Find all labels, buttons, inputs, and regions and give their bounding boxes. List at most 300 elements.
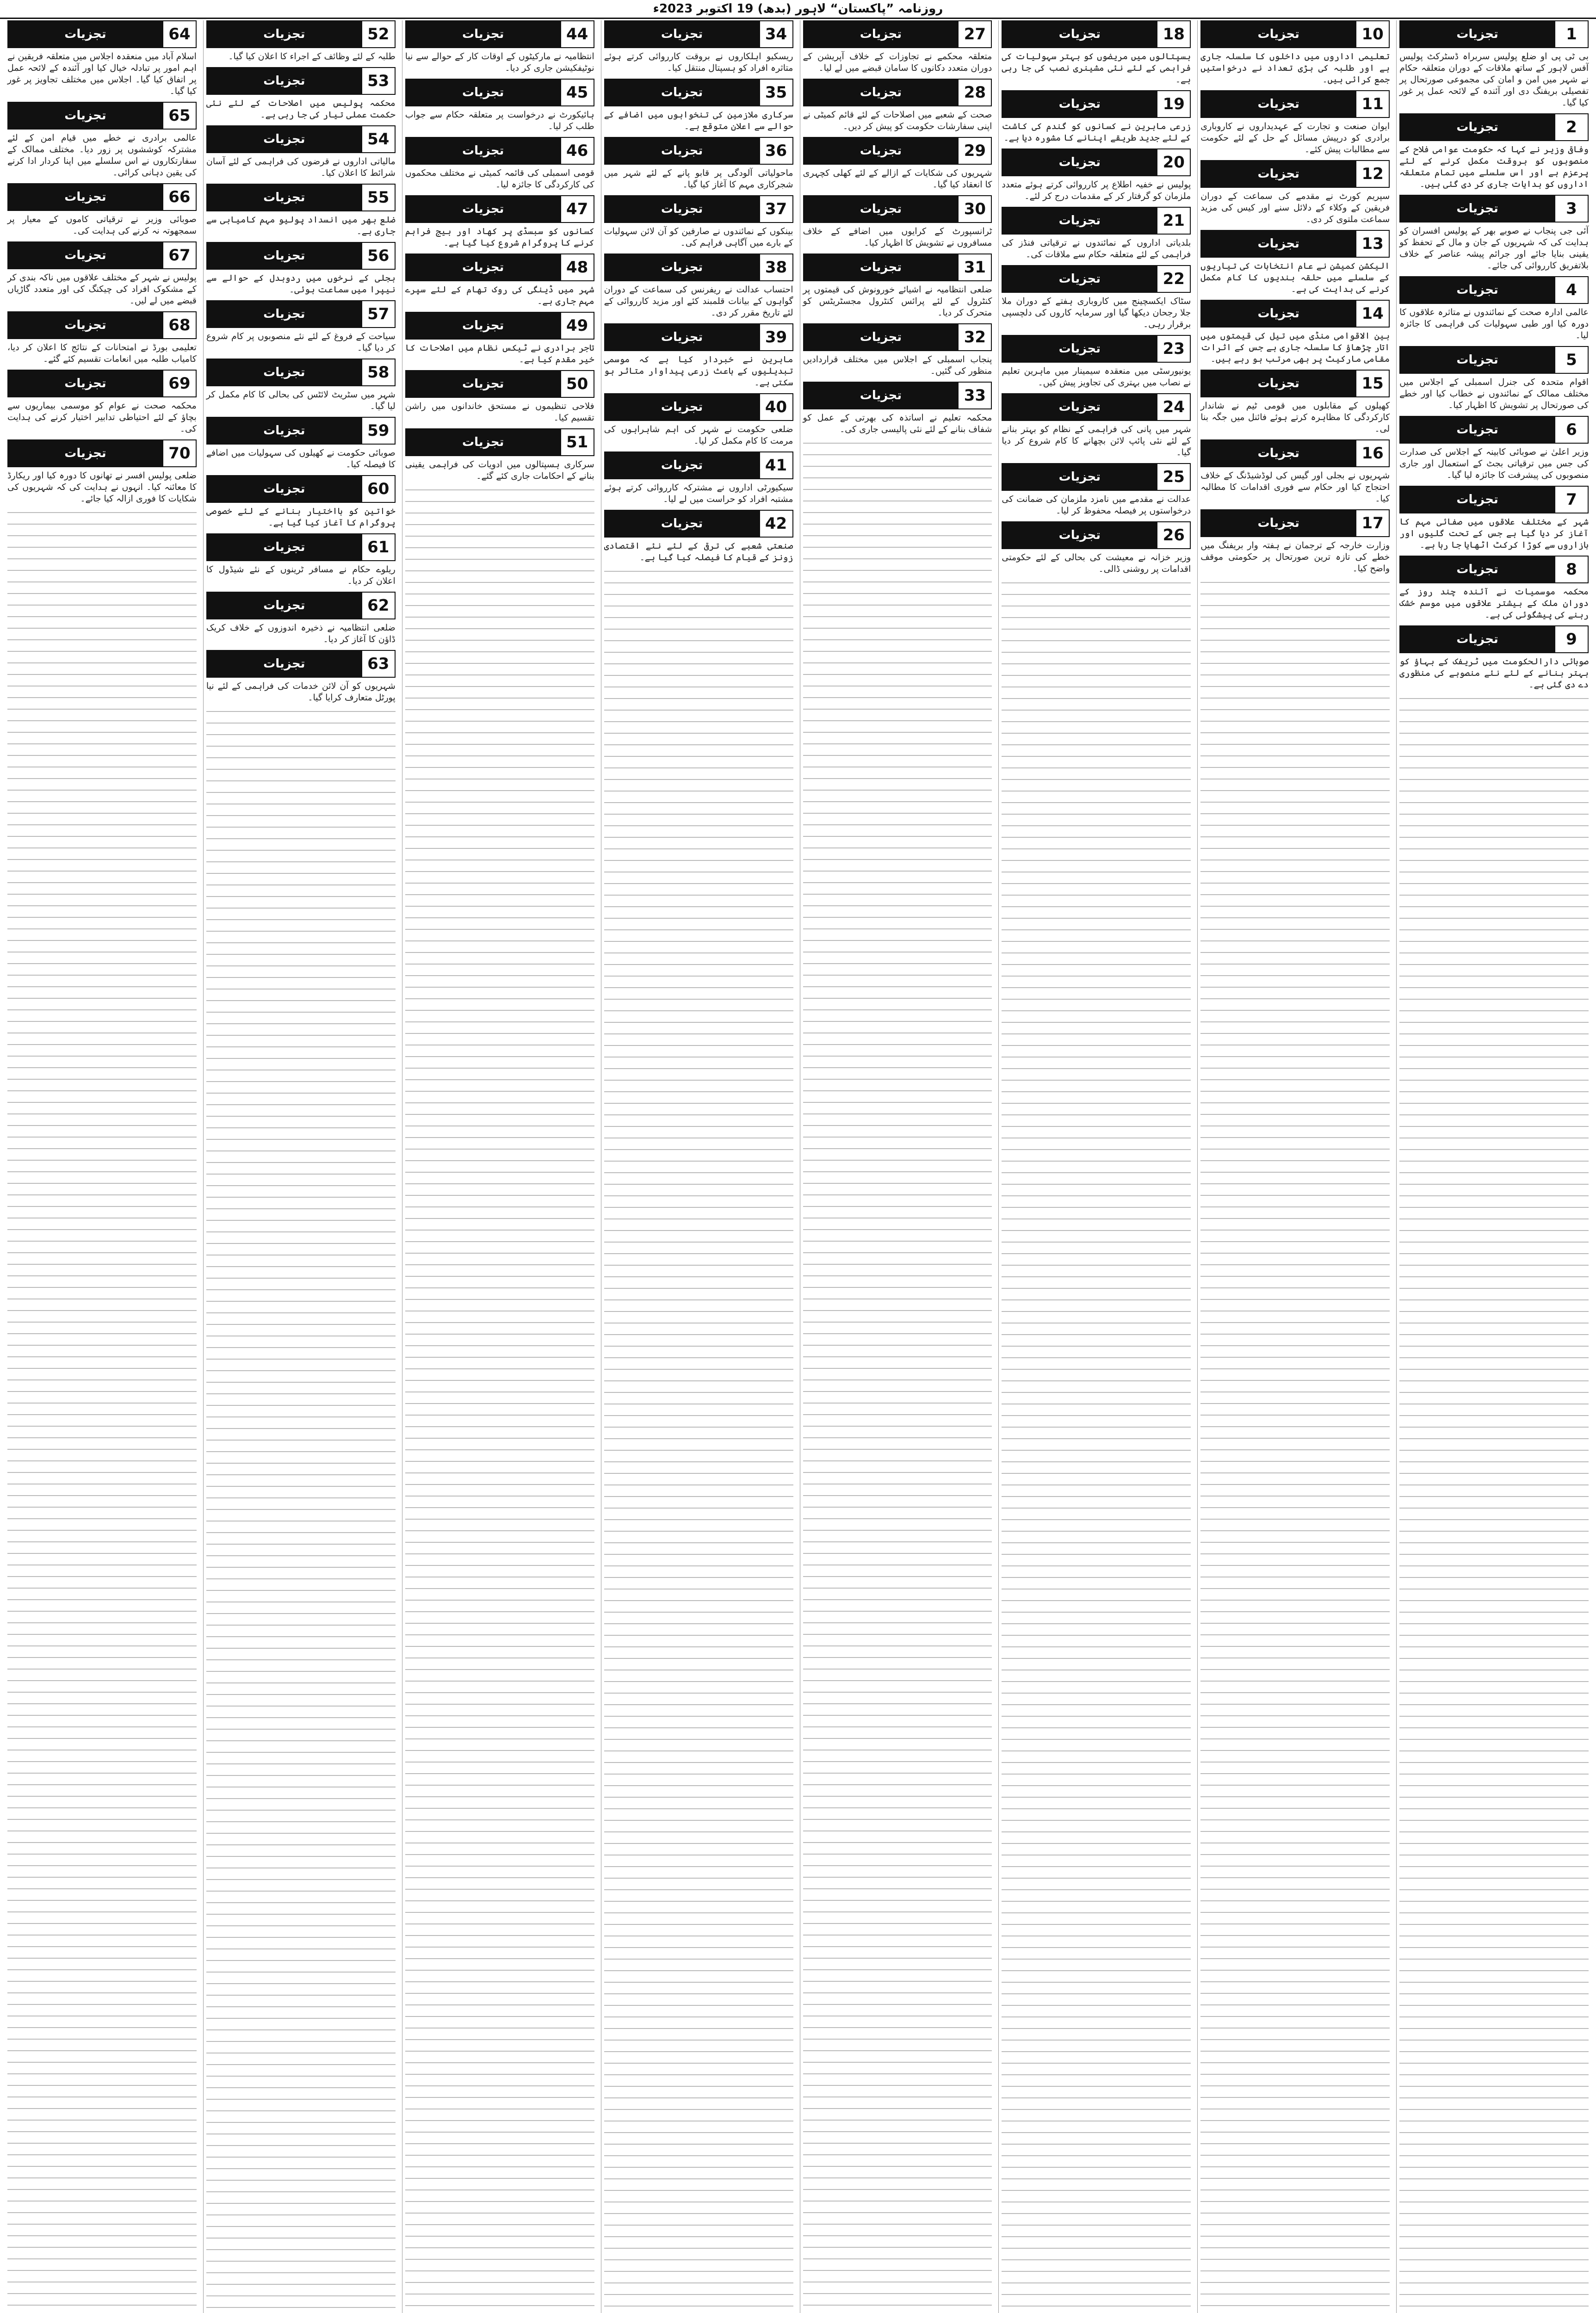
article-text: الیکشن کمیشن نے عام انتخابات کی تیاریوں کے سلسلے میں حلقہ بندیوں کا کام مکمل کرنے کی ہدایت کی ہے۔ bbox=[1200, 261, 1390, 294]
article-number: 47 bbox=[560, 196, 594, 222]
article-text: وزارت خارجہ کے ترجمان نے ہفتہ وار بریفنگ میں خطے کی تازہ ترین صورتحال پر حکومتی موقف واضح کیا۔ bbox=[1200, 540, 1390, 574]
article-item bbox=[206, 359, 396, 412]
section-label: تجزیات bbox=[406, 429, 560, 455]
article-header bbox=[1399, 113, 1589, 141]
article-text: ضلع بھر میں انسداد پولیو مہم کامیابی سے جاری ہے۔ bbox=[206, 215, 396, 236]
article-text: یونیورسٹی میں منعقدہ سیمینار میں ماہرین تعلیم نے نصاب میں بہتری کی تجاویز پیش کیں۔ bbox=[1002, 366, 1191, 388]
column-2 bbox=[1197, 20, 1392, 2313]
article-header bbox=[604, 137, 793, 165]
article-item bbox=[405, 79, 594, 132]
article-number: 35 bbox=[759, 80, 792, 105]
article-text: پولیس نے خفیہ اطلاع پر کارروائی کرتے ہوئے متعدد ملزمان کو گرفتار کر کے مقدمات درج کر لئے۔ bbox=[1002, 179, 1191, 201]
article-number: 7 bbox=[1554, 487, 1588, 513]
article-number: 44 bbox=[560, 21, 594, 47]
section-label: تجزیات bbox=[605, 452, 759, 478]
article-number: 63 bbox=[361, 651, 395, 677]
text-filler bbox=[7, 509, 197, 2313]
section-label: تجزیات bbox=[207, 301, 361, 327]
article-header bbox=[7, 20, 197, 48]
article-header bbox=[7, 241, 197, 269]
article-text: وزیر اعلیٰ نے صوبائی کابینہ کے اجلاس کی صدارت کی جس میں ترقیاتی بجٹ کے استعمال اور جاری منصوبوں کی پیشرفت کا جائزہ لیا گیا۔ bbox=[1399, 447, 1589, 480]
article-number: 2 bbox=[1554, 114, 1588, 140]
article-number: 41 bbox=[759, 452, 792, 478]
article-text: اسلام آباد میں منعقدہ اجلاس میں متعلقہ فریقین نے اہم امور پر تبادلہ خیال کیا اور آئندہ کے لائحہ عمل پر اتفاق کیا گیا۔ اجلاس میں مختلف تجاویز پر غور کیا گیا۔ bbox=[7, 51, 197, 96]
article-header bbox=[604, 451, 793, 479]
article-text: سیکیورٹی اداروں نے مشترکہ کارروائی کرتے ہوئے مشتبہ افراد کو حراست میں لے لیا۔ bbox=[604, 482, 793, 504]
article-text: شہریوں کی شکایات کے ازالے کے لئے کھلی کچہری کا انعقاد کیا گیا۔ bbox=[803, 168, 992, 190]
section-label: تجزیات bbox=[406, 313, 560, 339]
article-text: تعلیمی اداروں میں داخلوں کا سلسلہ جاری ہے اور طلبہ کی بڑی تعداد نے درخواستیں جمع کرائی ہیں۔ bbox=[1200, 51, 1390, 85]
article-header bbox=[206, 533, 396, 561]
article-number: 34 bbox=[759, 21, 792, 47]
article-header bbox=[1200, 20, 1390, 48]
article-number: 28 bbox=[958, 80, 991, 105]
article-header bbox=[206, 650, 396, 678]
section-label: تجزیات bbox=[207, 418, 361, 444]
article-header bbox=[405, 79, 594, 106]
text-filler bbox=[1200, 579, 1390, 2313]
article-number: 54 bbox=[361, 126, 395, 152]
article-text: سرکاری ہسپتالوں میں ادویات کی فراہمی یقینی بنانے کے احکامات جاری کئے گئے۔ bbox=[405, 459, 594, 481]
article-number: 62 bbox=[361, 593, 395, 618]
article-text: شہر میں سٹریٹ لائٹس کی بحالی کا کام مکمل کر لیا گیا۔ bbox=[206, 390, 396, 411]
article-text: زرعی ماہرین نے کسانوں کو گندم کی کاشت کے لئے جدید طریقے اپنانے کا مشورہ دیا ہے۔ bbox=[1002, 121, 1191, 143]
section-label: تجزیات bbox=[207, 185, 361, 210]
article-header bbox=[1399, 556, 1589, 583]
article-text: محکمہ موسمیات نے آئندہ چند روز کے دوران ملک کے بیشتر علاقوں میں موسم خشک رہنے کی پیشگوئی کی ہے۔ bbox=[1399, 587, 1589, 620]
article-number: 30 bbox=[958, 196, 991, 222]
article-number: 11 bbox=[1355, 91, 1389, 117]
article-header bbox=[7, 311, 197, 339]
section-label: تجزیات bbox=[1002, 266, 1157, 292]
article-text: صوبائی دارالحکومت میں ٹریفک کے بہاؤ کو بہتر بنانے کے لئے نئے منصوبے کی منظوری دے دی گئی ہے۔ bbox=[1399, 656, 1589, 690]
article-header bbox=[1002, 20, 1191, 48]
article-number: 3 bbox=[1554, 196, 1588, 222]
article-item bbox=[1002, 521, 1191, 575]
article-item bbox=[405, 312, 594, 365]
article-header bbox=[604, 323, 793, 351]
text-filler bbox=[206, 708, 396, 2313]
article-item bbox=[1002, 148, 1191, 202]
article-number: 38 bbox=[759, 254, 792, 280]
article-item bbox=[1200, 370, 1390, 435]
article-item bbox=[1002, 463, 1191, 517]
article-header bbox=[1399, 20, 1589, 48]
article-number: 70 bbox=[162, 440, 196, 466]
section-label: تجزیات bbox=[804, 21, 958, 47]
article-number: 53 bbox=[361, 68, 395, 94]
text-filler bbox=[1002, 580, 1191, 2313]
article-item bbox=[1399, 416, 1589, 481]
section-label: تجزیات bbox=[207, 21, 361, 47]
article-item bbox=[7, 439, 197, 505]
article-number: 61 bbox=[361, 534, 395, 560]
article-number: 31 bbox=[958, 254, 991, 280]
section-label: تجزیات bbox=[406, 138, 560, 164]
article-item bbox=[206, 184, 396, 237]
article-text: سیاحت کے فروغ کے لئے نئے منصوبوں پر کام شروع کر دیا گیا۔ bbox=[206, 331, 396, 353]
section-label: تجزیات bbox=[8, 371, 162, 396]
article-item bbox=[1200, 300, 1390, 365]
article-header bbox=[7, 183, 197, 211]
article-header bbox=[803, 254, 992, 281]
article-header bbox=[1200, 90, 1390, 118]
article-number: 60 bbox=[361, 476, 395, 502]
article-number: 46 bbox=[560, 138, 594, 164]
article-text: ریسکیو اہلکاروں نے بروقت کارروائی کرتے ہوئے متاثرہ افراد کو ہسپتال منتقل کیا۔ bbox=[604, 51, 793, 73]
article-header bbox=[206, 417, 396, 445]
section-label: تجزیات bbox=[804, 138, 958, 164]
section-label: تجزیات bbox=[1002, 91, 1157, 117]
article-item bbox=[1200, 20, 1390, 86]
article-header bbox=[1200, 509, 1390, 537]
article-header bbox=[803, 20, 992, 48]
article-header bbox=[206, 359, 396, 386]
article-text: سٹاک ایکسچینج میں کاروباری ہفتے کے دوران ملا جلا رجحان دیکھا گیا اور سرمایہ کاروں کی دلچسپی برقرار رہی۔ bbox=[1002, 296, 1191, 329]
article-number: 9 bbox=[1554, 626, 1588, 652]
article-item bbox=[206, 475, 396, 529]
article-item bbox=[604, 323, 793, 389]
article-number: 23 bbox=[1157, 336, 1190, 362]
section-label: تجزیات bbox=[1002, 208, 1157, 234]
text-filler bbox=[405, 487, 594, 2313]
article-number: 13 bbox=[1355, 231, 1389, 257]
article-header bbox=[405, 370, 594, 398]
article-item bbox=[1399, 625, 1589, 691]
column-1 bbox=[1396, 20, 1591, 2313]
article-header bbox=[7, 370, 197, 397]
article-number: 56 bbox=[361, 243, 395, 269]
section-label: تجزیات bbox=[8, 21, 162, 47]
article-text: اقوام متحدہ کی جنرل اسمبلی کے اجلاس میں مختلف ممالک کے نمائندوں نے خطاب کیا اور خطے کی صورتحال پر تشویش کا اظہار کیا۔ bbox=[1399, 377, 1589, 410]
article-header bbox=[206, 475, 396, 503]
article-header bbox=[604, 195, 793, 223]
article-item bbox=[206, 125, 396, 179]
article-number: 15 bbox=[1355, 371, 1389, 396]
article-number: 4 bbox=[1554, 277, 1588, 303]
article-text: تعلیمی بورڈ نے امتحانات کے نتائج کا اعلان کر دیا، کامیاب طلبہ میں انعامات تقسیم کئے گئے۔ bbox=[7, 342, 197, 364]
section-label: تجزیات bbox=[1002, 336, 1157, 362]
article-number: 67 bbox=[162, 242, 196, 268]
article-number: 27 bbox=[958, 21, 991, 47]
article-text: وفاقی وزیر نے کہا کہ حکومت عوامی فلاح کے منصوبوں کو بروقت مکمل کرنے کے لئے پرعزم ہے اور اس سلسلے میں تمام متعلقہ اداروں کو ہدایات جاری کر دی گئی ہیں۔ bbox=[1399, 144, 1589, 189]
article-header bbox=[1399, 625, 1589, 653]
article-item bbox=[803, 323, 992, 377]
article-item bbox=[1002, 90, 1191, 144]
article-item bbox=[803, 137, 992, 191]
article-number: 24 bbox=[1157, 394, 1190, 420]
article-item bbox=[206, 20, 396, 62]
section-label: تجزیات bbox=[1400, 277, 1554, 303]
article-number: 29 bbox=[958, 138, 991, 164]
article-text: عالمی برادری نے خطے میں قیام امن کے لئے مشترکہ کوششوں پر زور دیا۔ مختلف ممالک کے سفارتکاروں نے اس سلسلے میں اپنا کردار ادا کرنے کی یقین دہانی کرائی۔ bbox=[7, 133, 197, 178]
section-label: تجزیات bbox=[406, 80, 560, 105]
article-number: 20 bbox=[1157, 149, 1190, 175]
article-text: محکمہ پولیس میں اصلاحات کے لئے نئی حکمت عملی تیار کی جا رہی ہے۔ bbox=[206, 98, 396, 120]
article-header bbox=[1002, 148, 1191, 176]
section-label: تجزیات bbox=[406, 254, 560, 280]
article-header bbox=[1200, 230, 1390, 258]
section-label: تجزیات bbox=[1201, 371, 1355, 396]
article-header bbox=[206, 125, 396, 153]
article-header bbox=[1200, 160, 1390, 188]
article-text: ضلعی انتظامیہ نے اشیائے خورونوش کی قیمتوں پر کنٹرول کے لئے پرائس کنٹرول مجسٹریٹس کو متحرک کر دیا۔ bbox=[803, 284, 992, 318]
article-number: 68 bbox=[162, 312, 196, 338]
article-text: پولیس نے شہر کے مختلف علاقوں میں ناکہ بندی کر کے مشکوک افراد کی چیکنگ کی اور متعدد گاڑیاں قبضے میں لے لیں۔ bbox=[7, 272, 197, 306]
article-number: 49 bbox=[560, 313, 594, 339]
article-number: 55 bbox=[361, 185, 395, 210]
article-number: 57 bbox=[361, 301, 395, 327]
article-number: 39 bbox=[759, 324, 792, 350]
article-item bbox=[1200, 230, 1390, 295]
article-item bbox=[604, 254, 793, 319]
article-header bbox=[1200, 439, 1390, 467]
section-label: تجزیات bbox=[605, 394, 759, 420]
article-item bbox=[803, 195, 992, 249]
article-header bbox=[1002, 393, 1191, 421]
article-number: 6 bbox=[1554, 417, 1588, 443]
article-header bbox=[803, 323, 992, 351]
article-text: انتظامیہ نے مارکیٹوں کے اوقات کار کے حوالے سے نیا نوٹیفکیشن جاری کر دیا۔ bbox=[405, 51, 594, 73]
article-item bbox=[1200, 90, 1390, 155]
article-item bbox=[405, 254, 594, 307]
article-text: سرکاری ملازمین کی تنخواہوں میں اضافے کے حوالے سے اعلان متوقع ہے۔ bbox=[604, 110, 793, 131]
text-filler bbox=[604, 568, 793, 2313]
article-text: صنعتی شعبے کی ترقی کے لئے نئے اقتصادی زونز کے قیام کا فیصلہ کیا گیا ہے۔ bbox=[604, 541, 793, 563]
article-item bbox=[7, 311, 197, 365]
article-number: 59 bbox=[361, 418, 395, 444]
column-4 bbox=[800, 20, 995, 2313]
columns-container bbox=[5, 20, 1591, 2313]
section-label: تجزیات bbox=[1400, 557, 1554, 582]
section-label: تجزیات bbox=[1201, 91, 1355, 117]
article-text: محکمہ صحت نے عوام کو موسمی بیماریوں سے بچاؤ کے لئے احتیاطی تدابیر اختیار کرنے کی ہدایت کی۔ bbox=[7, 401, 197, 434]
article-item bbox=[206, 650, 396, 704]
section-label: تجزیات bbox=[1002, 394, 1157, 420]
text-filler bbox=[803, 440, 992, 2313]
article-item bbox=[1399, 113, 1589, 190]
section-label: تجزیات bbox=[1400, 347, 1554, 373]
article-text: ایوان صنعت و تجارت کے عہدیداروں نے کاروباری برادری کو درپیش مسائل کے حل کے لئے حکومت سے مطالبات پیش کئے۔ bbox=[1200, 121, 1390, 155]
article-item bbox=[7, 370, 197, 435]
article-text: شہریوں کو آن لائن خدمات کی فراہمی کے لئے نیا پورٹل متعارف کرایا گیا۔ bbox=[206, 681, 396, 703]
article-text: کھیلوں کے مقابلوں میں قومی ٹیم نے شاندار کارکردگی کا مظاہرہ کرتے ہوئے فائنل میں جگہ بنا لی۔ bbox=[1200, 401, 1390, 434]
column-3 bbox=[998, 20, 1194, 2313]
article-number: 36 bbox=[759, 138, 792, 164]
section-label: تجزیات bbox=[1400, 196, 1554, 222]
article-header bbox=[604, 79, 793, 106]
article-header bbox=[206, 300, 396, 328]
article-header bbox=[7, 439, 197, 467]
article-header bbox=[803, 195, 992, 223]
article-text: شہر میں پانی کی فراہمی کے نظام کو بہتر بنانے کے لئے نئی پائپ لائن بچھانے کا کام شروع کر دیا گیا۔ bbox=[1002, 424, 1191, 458]
section-label: تجزیات bbox=[1400, 626, 1554, 652]
section-label: تجزیات bbox=[207, 651, 361, 677]
article-text: قومی اسمبلی کی قائمہ کمیٹی نے مختلف محکموں کی کارکردگی کا جائزہ لیا۔ bbox=[405, 168, 594, 190]
article-item bbox=[604, 79, 793, 132]
section-label: تجزیات bbox=[804, 383, 958, 408]
article-text: کسانوں کو سبسڈی پر کھاد اور بیج فراہم کرنے کا پروگرام شروع کیا گیا ہے۔ bbox=[405, 226, 594, 248]
article-number: 12 bbox=[1355, 161, 1389, 187]
section-label: تجزیات bbox=[207, 593, 361, 618]
article-number: 10 bbox=[1355, 21, 1389, 47]
section-label: تجزیات bbox=[207, 534, 361, 560]
article-header bbox=[604, 393, 793, 421]
section-label: تجزیات bbox=[605, 254, 759, 280]
article-text: بی ٹی پی او ضلع پولیس سربراہ ڈسٹرکٹ پولیس آفس لاہور کے ساتھ ملاقات کے دوران متعلقہ حکام نے شہر میں امن و امان کی مجموعی صورتحال پر تفصیلی بریفنگ دی اور آئندہ کے لائحہ عمل پر غور کیا گیا۔ bbox=[1399, 51, 1589, 108]
section-label: تجزیات bbox=[1400, 21, 1554, 47]
article-item bbox=[405, 20, 594, 74]
article-header bbox=[604, 254, 793, 281]
article-number: 17 bbox=[1355, 510, 1389, 536]
section-label: تجزیات bbox=[8, 103, 162, 129]
section-label: تجزیات bbox=[406, 196, 560, 222]
article-number: 33 bbox=[958, 383, 991, 408]
article-text: پنجاب اسمبلی کے اجلاس میں مختلف قراردادیں منظور کی گئیں۔ bbox=[803, 354, 992, 376]
section-label: تجزیات bbox=[1400, 487, 1554, 513]
article-number: 42 bbox=[759, 511, 792, 537]
column-7 bbox=[203, 20, 398, 2313]
article-text: بین الاقوامی منڈی میں تیل کی قیمتوں میں اتار چڑھاؤ کا سلسلہ جاری ہے جس کے اثرات مقامی مارکیٹ پر بھی مرتب ہو رہے ہیں۔ bbox=[1200, 331, 1390, 364]
article-text: طلبہ کے لئے وظائف کے اجراء کا اعلان کیا گیا۔ bbox=[228, 51, 396, 62]
article-header bbox=[803, 137, 992, 165]
article-text: ضلعی پولیس افسر نے تھانوں کا دورہ کیا اور ریکارڈ کا معائنہ کیا۔ انہوں نے ہدایت کی کہ شہریوں کی شکایات کا فوری ازالہ کیا جائے۔ bbox=[7, 470, 197, 504]
column-8 bbox=[5, 20, 199, 2313]
section-label: تجزیات bbox=[1201, 21, 1355, 47]
article-number: 66 bbox=[162, 184, 196, 210]
article-number: 52 bbox=[361, 21, 395, 47]
section-label: تجزیات bbox=[207, 476, 361, 502]
article-text: خواتین کو بااختیار بنانے کے لئے خصوصی پروگرام کا آغاز کیا گیا ہے۔ bbox=[206, 506, 396, 528]
article-header bbox=[1200, 370, 1390, 397]
article-text: شہر کے مختلف علاقوں میں صفائی مہم کا آغاز کر دیا گیا ہے جس کے تحت گلیوں اور بازاروں سے کوڑا کرکٹ اٹھایا جا رہا ہے۔ bbox=[1399, 517, 1589, 550]
article-header bbox=[1002, 335, 1191, 363]
article-header bbox=[206, 184, 396, 211]
article-text: ضلعی حکومت نے شہر کی اہم شاہراہوں کی مرمت کا کام مکمل کر لیا۔ bbox=[604, 424, 793, 446]
article-number: 18 bbox=[1157, 21, 1190, 47]
section-label: تجزیات bbox=[1201, 301, 1355, 327]
article-item bbox=[1399, 195, 1589, 272]
article-text: بجلی کے نرخوں میں ردوبدل کے حوالے سے نیپرا میں سماعت ہوئی۔ bbox=[206, 273, 396, 295]
article-number: 22 bbox=[1157, 266, 1190, 292]
article-number: 26 bbox=[1157, 522, 1190, 548]
article-text: ماہرین نے خبردار کیا ہے کہ موسمی تبدیلیوں کے باعث زرعی پیداوار متاثر ہو سکتی ہے۔ bbox=[604, 354, 793, 388]
article-text: ریلوے حکام نے مسافر ٹرینوں کے نئے شیڈول کا اعلان کر دیا۔ bbox=[206, 564, 396, 586]
article-header bbox=[405, 20, 594, 48]
article-text: بینکوں کے نمائندوں نے صارفین کو آن لائن سہولیات کے بارے میں آگاہی فراہم کی۔ bbox=[604, 226, 793, 248]
article-number: 40 bbox=[759, 394, 792, 420]
article-number: 19 bbox=[1157, 91, 1190, 117]
article-item bbox=[7, 20, 197, 97]
section-label: تجزیات bbox=[207, 126, 361, 152]
article-item bbox=[803, 254, 992, 319]
article-text: ماحولیاتی آلودگی پر قابو پانے کے لئے شہر میں شجرکاری مہم کا آغاز کیا گیا۔ bbox=[604, 168, 793, 190]
article-item bbox=[206, 592, 396, 645]
article-header bbox=[405, 254, 594, 281]
article-text: شہریوں نے بجلی اور گیس کی لوڈشیڈنگ کے خلاف احتجاج کیا اور حکام سے فوری اقدامات کا مطالبہ کیا۔ bbox=[1200, 470, 1390, 504]
section-label: تجزیات bbox=[207, 359, 361, 385]
article-item bbox=[1399, 486, 1589, 551]
column-5 bbox=[601, 20, 796, 2313]
section-label: تجزیات bbox=[1400, 417, 1554, 443]
article-item bbox=[803, 79, 992, 132]
article-header bbox=[1002, 90, 1191, 118]
article-item bbox=[405, 370, 594, 424]
article-header bbox=[803, 382, 992, 409]
section-label: تجزیات bbox=[207, 68, 361, 94]
article-item bbox=[604, 137, 793, 191]
section-label: تجزیات bbox=[8, 184, 162, 210]
article-item bbox=[206, 242, 396, 296]
section-label: تجزیات bbox=[605, 324, 759, 350]
article-item bbox=[405, 195, 594, 249]
article-header bbox=[1002, 265, 1191, 293]
article-text: وزیر خزانہ نے معیشت کی بحالی کے لئے حکومتی اقدامات پر روشنی ڈالی۔ bbox=[1002, 552, 1191, 574]
article-header bbox=[1399, 486, 1589, 513]
article-item bbox=[206, 533, 396, 587]
article-header bbox=[1399, 195, 1589, 223]
article-header bbox=[405, 137, 594, 165]
article-number: 1 bbox=[1554, 21, 1588, 47]
article-number: 65 bbox=[162, 103, 196, 129]
article-text: صحت کے شعبے میں اصلاحات کے لئے قائم کمیٹی نے اپنی سفارشات حکومت کو پیش کر دیں۔ bbox=[803, 110, 992, 131]
article-item bbox=[1002, 265, 1191, 330]
text-filler bbox=[1399, 695, 1589, 2313]
section-label: تجزیات bbox=[605, 21, 759, 47]
article-item bbox=[1002, 393, 1191, 458]
article-item bbox=[1002, 335, 1191, 389]
article-item bbox=[7, 241, 197, 307]
section-label: تجزیات bbox=[605, 511, 759, 537]
article-header bbox=[405, 312, 594, 340]
article-item bbox=[803, 382, 992, 435]
article-text: سپریم کورٹ نے مقدمے کی سماعت کے دوران فریقین کے وکلاء کے دلائل سنے اور کیس کی مزید سماعت ملتوی کر دی۔ bbox=[1200, 191, 1390, 224]
article-header bbox=[206, 67, 396, 95]
section-label: تجزیات bbox=[605, 80, 759, 105]
article-number: 8 bbox=[1554, 557, 1588, 582]
article-number: 16 bbox=[1355, 440, 1389, 466]
column-6 bbox=[402, 20, 597, 2313]
article-item bbox=[1200, 509, 1390, 575]
section-label: تجزیات bbox=[1400, 114, 1554, 140]
section-label: تجزیات bbox=[406, 371, 560, 397]
article-header bbox=[1002, 463, 1191, 491]
article-item bbox=[1002, 20, 1191, 86]
article-header bbox=[604, 20, 793, 48]
section-label: تجزیات bbox=[1002, 21, 1157, 47]
article-item bbox=[604, 393, 793, 447]
article-number: 37 bbox=[759, 196, 792, 222]
article-text: ہسپتالوں میں مریضوں کو بہتر سہولیات کی فراہمی کے لئے نئی مشینری نصب کی جا رہی ہے۔ bbox=[1002, 51, 1191, 85]
article-text: فلاحی تنظیموں نے مستحق خاندانوں میں راشن تقسیم کیا۔ bbox=[405, 401, 594, 423]
article-header bbox=[405, 428, 594, 456]
article-text: ٹرانسپورٹ کے کرایوں میں اضافے کے خلاف مسافروں نے تشویش کا اظہار کیا۔ bbox=[803, 226, 992, 248]
article-header bbox=[1399, 346, 1589, 374]
section-label: تجزیات bbox=[8, 312, 162, 338]
article-number: 21 bbox=[1157, 208, 1190, 234]
article-number: 51 bbox=[560, 429, 594, 455]
article-item bbox=[604, 20, 793, 74]
article-text: آئی جی پنجاب نے صوبے بھر کے پولیس افسران کو ہدایت کی کہ شہریوں کے جان و مال کے تحفظ کو یقینی بنایا جائے اور جرائم پیشہ عناصر کے خلاف بلاتفریق کارروائی کی جائے۔ bbox=[1399, 226, 1589, 271]
article-header bbox=[1200, 300, 1390, 328]
article-item bbox=[803, 20, 992, 74]
section-label: تجزیات bbox=[804, 324, 958, 350]
masthead: روزنامہ ”پاکستان“ لاہور (بدھ) 19 اکتوبر 2023ء bbox=[0, 0, 1596, 19]
article-text: ضلعی انتظامیہ نے ذخیرہ اندوزوں کے خلاف کریک ڈاؤن کا آغاز کر دیا۔ bbox=[206, 623, 396, 644]
article-header bbox=[206, 242, 396, 270]
section-label: تجزیات bbox=[804, 254, 958, 280]
article-header bbox=[206, 592, 396, 619]
